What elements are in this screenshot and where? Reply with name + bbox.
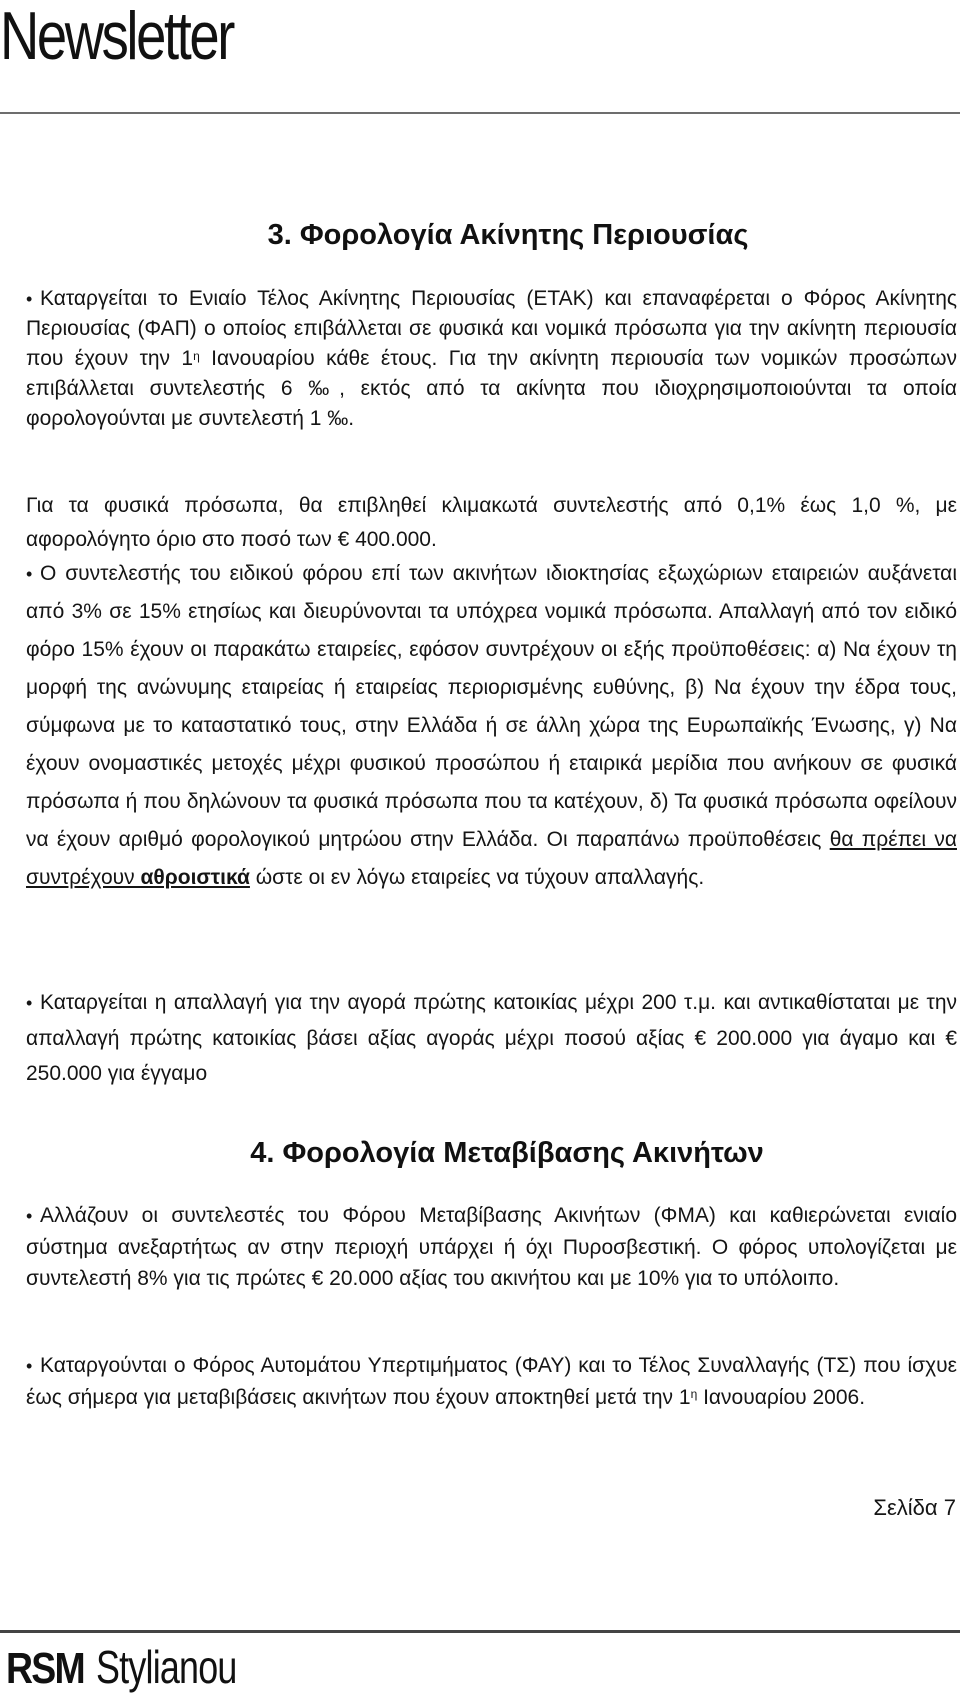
bullet-icon: • — [26, 1206, 33, 1226]
footer-rule — [0, 1630, 960, 1633]
logo-name-text: Stylianou — [95, 1641, 237, 1693]
rsm-stylianou-logo — [6, 1640, 276, 1700]
section-3-paragraph-3: • Ο συντελεστής του ειδικού φόρου επί των ακινήτων ιδιοκτησίας εξωχώριων εταιρειών αυξάνεται από 3% σε 15% ετησίως και διευρύνονται τα υπόχρεα νομικά πρόσωπα. Απαλλαγή από τον ειδικό φόρο 15% έχουν οι παρακάτω εταιρείες, εφόσον συντρέχουν οι εξής προϋποθέσεις: α) Να έχουν τη μορφή της ανώνυμης εταιρείας ή εταιρείας περιορισμένης ευθύνης, β) Να έχουν την έδρα τους, σύμφωνα με το καταστατικό τους, στην Ελλάδα ή σε άλλη χώρα της Ευρωπαϊκής Ένωσης, γ) Να έχουν ονομαστικές μετοχές μέχρι φυσικού προσώπου ή εταιρικά μερίδια που ανήκουν σε φυσικά πρόσωπα ή που δηλώνουν τα φυσικά πρόσωπα που τα κατέχουν, δ) Τα φυσικά πρόσωπα οφείλουν να έχουν αριθμό φορολογικού μητρώου στην Ελλάδα. Οι παραπάνω προϋποθέσεις θα πρέπει να συντρέχουν αθροιστικά ώστε οι εν λόγω εταιρείες να τύχουν απαλλαγής. — [26, 555, 957, 897]
newsletter-masthead: Newsletter — [0, 0, 233, 74]
bullet-icon: • — [26, 289, 33, 309]
bullet-icon: • — [26, 993, 33, 1013]
header-rule — [0, 112, 960, 114]
section-4-heading: 4. Φορολογία Μεταβίβασης Ακινήτων — [250, 1137, 764, 1169]
section-3-heading: 3. Φορολογία Ακίνητης Περιουσίας — [267, 219, 749, 251]
section-3-paragraph-1: • Καταργείται το Ενιαίο Τέλος Ακίνητης Περιουσίας (ΕΤΑΚ) και επαναφέρεται ο Φόρος Ακίνητης Περιουσίας (ΦΑΠ) ο οποίος επιβάλλεται σε φυσικά και νομικά πρόσωπα για την ακίνητη περιουσία που έχουν την $1^\eta$ Ιανουαρίου κάθε έτους. Για την ακίνητη περιουσία των νομικών προσώπων επιβάλλεται συντελεστής 6 ‰, εκτός από τα ακίνητα που ιδιοχρησιμοποιούνται τα οποία φορολογούνται με συντελεστή 1 ‰. — [26, 284, 957, 434]
section-4-paragraph-2: • Καταργούνται ο Φόρος Αυτομάτου Υπερτιμήματος (ΦΑΥ) και το Τέλος Συναλλαγής (ΤΣ) που ίσχυε έως σήμερα για μεταβιβάσεις ακινήτων που έχουν αποκτηθεί μετά την $1^\eta$ Ιανουαρίου 2006. — [26, 1350, 957, 1413]
logo-rsm-text: RSM — [6, 1644, 85, 1693]
section-4-paragraph-1: • Αλλάζουν οι συντελεστές του Φόρου Μεταβίβασης Ακινήτων (ΦΜΑ) και καθιερώνεται ενιαίο σύστημα ανεξαρτήτως αν στην περιοχή υπάρχει ή όχι Πυροσβεστική. Ο φόρος υπολογίζεται με συντελεστή 8% για τις πρώτες € 20.000 αξίας του ακινήτου και με 10% για το υπόλοιπο. — [26, 1200, 957, 1294]
section-3-paragraph-2: Για τα φυσικά πρόσωπα, θα επιβληθεί κλιμακωτά συντελεστής από 0,1% έως 1,0 %, με αφορολόγητο όριο στο ποσό των € 400.000. — [26, 494, 957, 551]
bullet-icon: • — [26, 1356, 33, 1376]
page-number: Σελίδα 7 — [873, 1495, 956, 1520]
section-3-paragraph-4: • Καταργείται η απαλλαγή για την αγορά πρώτης κατοικίας μέχρι 200 τ.μ. και αντικαθίσταται με την απαλλαγή πρώτης κατοικίας βάσει αξίας αγοράς μέχρι ποσού αξίας € 200.000 για άγαμο και € 250.000 για έγγαμο — [26, 985, 957, 1091]
bullet-icon: • — [26, 564, 33, 584]
